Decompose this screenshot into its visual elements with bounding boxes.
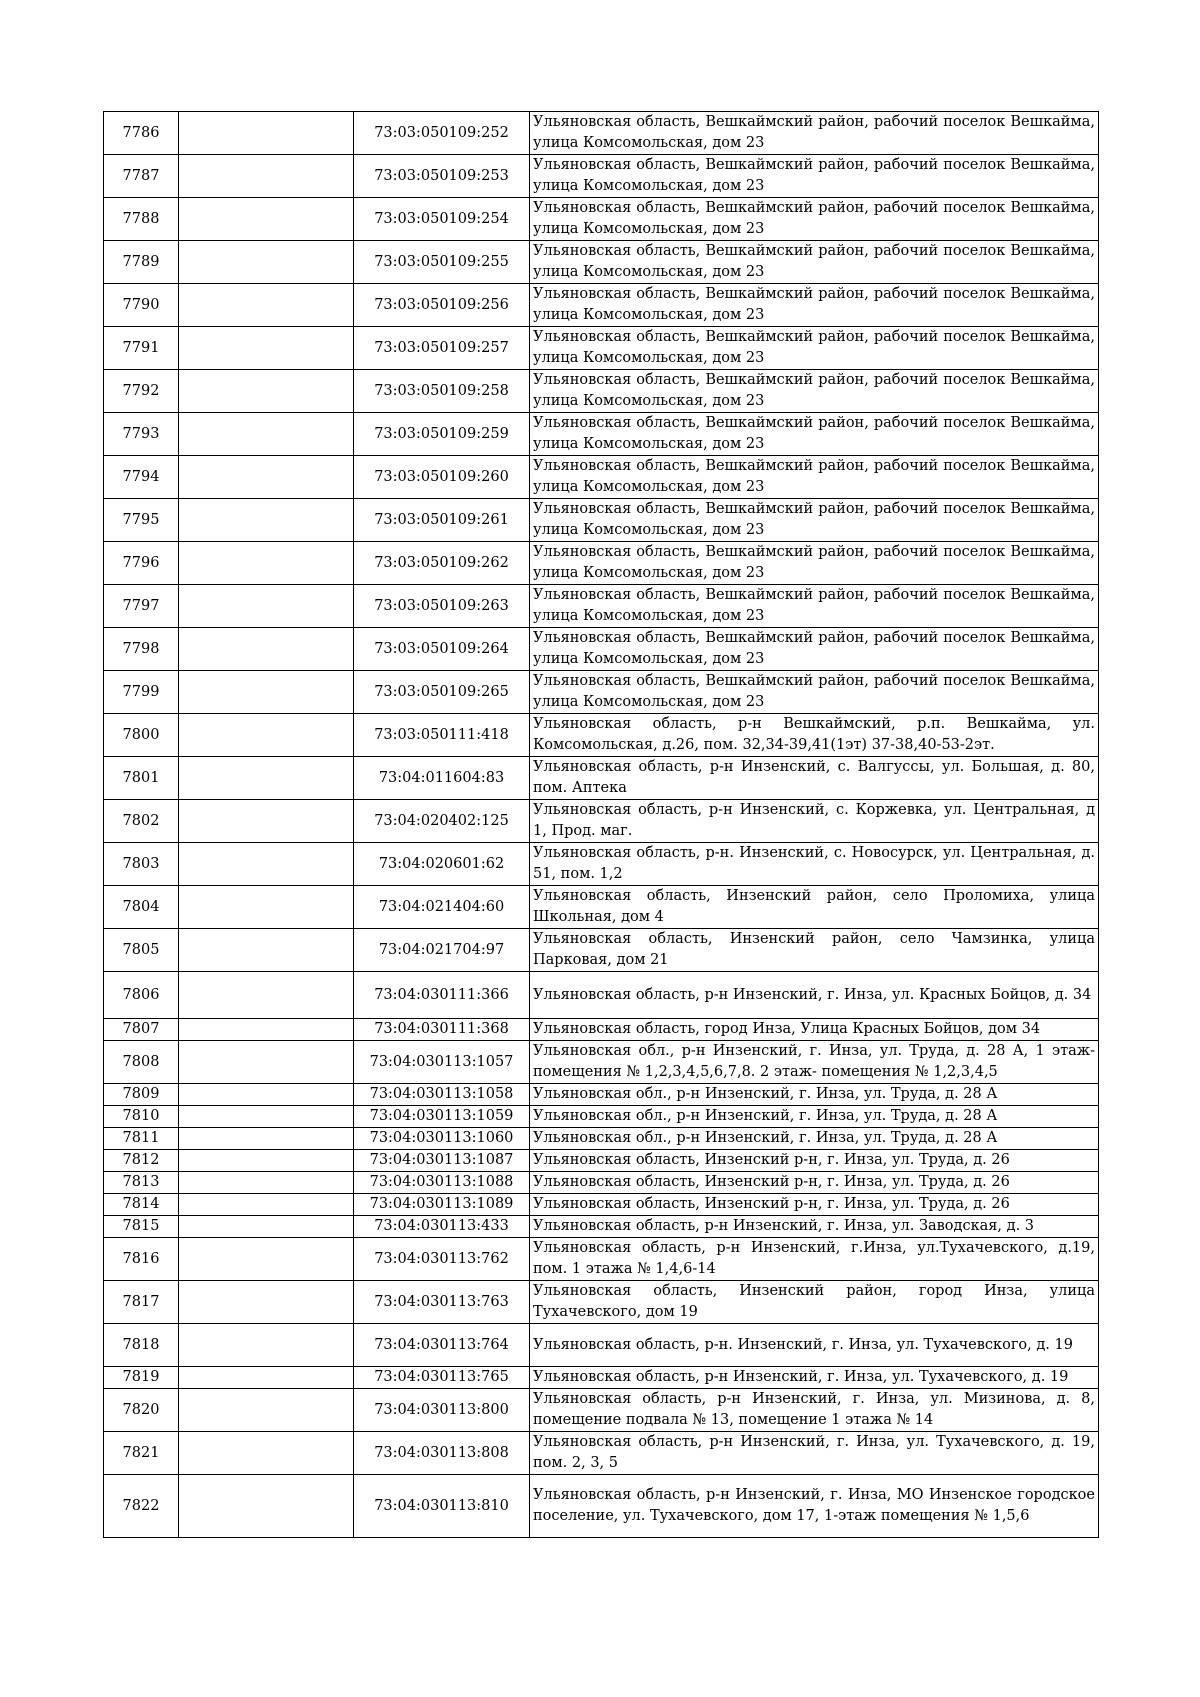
table-row [104, 1367, 1099, 1389]
row-number: 7799 [104, 671, 179, 714]
cadastral-number: 73:04:020402:125 [354, 800, 530, 843]
address: Ульяновская область, р-н. Инзенский, г. Инза, ул. Тухачевского, д. 19 [530, 1324, 1099, 1367]
table-row [104, 456, 1099, 499]
table-row [104, 1475, 1099, 1538]
cadastral-number: 73:04:020601:62 [354, 843, 530, 886]
row-number: 7802 [104, 800, 179, 843]
address: Ульяновская область, Вешкаймский район, рабочий поселок Вешкайма, улица Комсомольская, дом 23 [530, 112, 1099, 155]
cadastral-number: 73:04:011604:83 [354, 757, 530, 800]
table-row [104, 327, 1099, 370]
address: Ульяновская обл., р-н Инзенский, г. Инза, ул. Труда, д. 28 А [530, 1128, 1099, 1150]
address: Ульяновская область, Вешкаймский район, рабочий поселок Вешкайма, улица Комсомольская, дом 23 [530, 456, 1099, 499]
address: Ульяновская область, Вешкаймский район, рабочий поселок Вешкайма, улица Комсомольская, дом 23 [530, 370, 1099, 413]
empty-cell [179, 585, 354, 628]
row-number: 7815 [104, 1216, 179, 1238]
row-number: 7818 [104, 1324, 179, 1367]
table-row [104, 1106, 1099, 1128]
empty-cell [179, 1389, 354, 1432]
empty-cell [179, 413, 354, 456]
cadastral-number: 73:04:030111:368 [354, 1019, 530, 1041]
address: Ульяновская область, Вешкаймский район, рабочий поселок Вешкайма, улица Комсомольская, дом 23 [530, 628, 1099, 671]
cadastral-number: 73:03:050109:260 [354, 456, 530, 499]
row-number: 7807 [104, 1019, 179, 1041]
row-number: 7801 [104, 757, 179, 800]
empty-cell [179, 671, 354, 714]
table-row [104, 1324, 1099, 1367]
cadastral-number: 73:04:030113:1087 [354, 1150, 530, 1172]
empty-cell [179, 929, 354, 972]
cadastral-number: 73:03:050109:259 [354, 413, 530, 456]
empty-cell [179, 1172, 354, 1194]
empty-cell [179, 1106, 354, 1128]
property-register-table [103, 111, 1099, 1538]
table-row [104, 370, 1099, 413]
address: Ульяновская область, Инзенский р-н, г. Инза, ул. Труда, д. 26 [530, 1172, 1099, 1194]
table-row [104, 929, 1099, 972]
row-number: 7813 [104, 1172, 179, 1194]
table-row [104, 1128, 1099, 1150]
table-row [104, 1194, 1099, 1216]
cadastral-number: 73:03:050111:418 [354, 714, 530, 757]
cadastral-number: 73:04:030113:1059 [354, 1106, 530, 1128]
table-row [104, 585, 1099, 628]
table-body [104, 112, 1099, 1538]
cadastral-number: 73:03:050109:261 [354, 499, 530, 542]
table-row [104, 800, 1099, 843]
empty-cell [179, 1019, 354, 1041]
address: Ульяновская область, Вешкаймский район, рабочий поселок Вешкайма, улица Комсомольская, дом 23 [530, 327, 1099, 370]
address: Ульяновская область, Вешкаймский район, рабочий поселок Вешкайма, улица Комсомольская, дом 23 [530, 413, 1099, 456]
address: Ульяновская область, Инзенский район, город Инза, улица Тухачевского, дом 19 [530, 1281, 1099, 1324]
table-row [104, 499, 1099, 542]
address: Ульяновская область, р-н Инзенский, с. Валгуссы, ул. Большая, д. 80, пом. Аптека [530, 757, 1099, 800]
table-row [104, 284, 1099, 327]
empty-cell [179, 714, 354, 757]
empty-cell [179, 1150, 354, 1172]
empty-cell [179, 1367, 354, 1389]
empty-cell [179, 1216, 354, 1238]
cadastral-number: 73:04:030113:808 [354, 1432, 530, 1475]
address: Ульяновская область, р-н. Инзенский, с. Новосурск, ул. Центральная, д. 51, пом. 1,2 [530, 843, 1099, 886]
address: Ульяновская область, р-н Вешкаймский, р.п. Вешкайма, ул. Комсомольская, д.26, пом. 32,34-39,41(1эт) 37-38,40-53-2эт. [530, 714, 1099, 757]
empty-cell [179, 1194, 354, 1216]
table-row [104, 1432, 1099, 1475]
row-number: 7810 [104, 1106, 179, 1128]
row-number: 7803 [104, 843, 179, 886]
table-row [104, 972, 1099, 1019]
row-number: 7789 [104, 241, 179, 284]
table-row [104, 714, 1099, 757]
row-number: 7820 [104, 1389, 179, 1432]
empty-cell [179, 1128, 354, 1150]
cadastral-number: 73:04:030113:763 [354, 1281, 530, 1324]
row-number: 7787 [104, 155, 179, 198]
empty-cell [179, 1041, 354, 1084]
table-row [104, 1084, 1099, 1106]
cadastral-number: 73:04:021404:60 [354, 886, 530, 929]
cadastral-number: 73:04:030113:1057 [354, 1041, 530, 1084]
empty-cell [179, 1475, 354, 1538]
table-row [104, 628, 1099, 671]
address: Ульяновская область, р-н Инзенский, г. Инза, ул. Красных Бойцов, д. 34 [530, 972, 1099, 1019]
empty-cell [179, 1324, 354, 1367]
row-number: 7817 [104, 1281, 179, 1324]
empty-cell [179, 112, 354, 155]
row-number: 7797 [104, 585, 179, 628]
empty-cell [179, 1281, 354, 1324]
address: Ульяновская область, Инзенский район, село Проломиха, улица Школьная, дом 4 [530, 886, 1099, 929]
address: Ульяновская область, Вешкаймский район, рабочий поселок Вешкайма, улица Комсомольская, дом 23 [530, 585, 1099, 628]
empty-cell [179, 800, 354, 843]
address: Ульяновская область, р-н Инзенский, г.Инза, ул.Тухачевского, д.19, пом. 1 этажа № 1,4,6-14 [530, 1238, 1099, 1281]
row-number: 7819 [104, 1367, 179, 1389]
address: Ульяновская область, р-н Инзенский, г. Инза, МО Инзенское городское поселение, ул. Тухачевского, дом 17, 1-этаж помещения № 1,5,6 [530, 1475, 1099, 1538]
row-number: 7804 [104, 886, 179, 929]
address: Ульяновская область, Инзенский р-н, г. Инза, ул. Труда, д. 26 [530, 1194, 1099, 1216]
empty-cell [179, 370, 354, 413]
cadastral-number: 73:03:050109:263 [354, 585, 530, 628]
cadastral-number: 73:04:030111:366 [354, 972, 530, 1019]
address: Ульяновская область, Вешкаймский район, рабочий поселок Вешкайма, улица Комсомольская, дом 23 [530, 671, 1099, 714]
cadastral-number: 73:03:050109:254 [354, 198, 530, 241]
cadastral-number: 73:03:050109:265 [354, 671, 530, 714]
row-number: 7791 [104, 327, 179, 370]
table-row [104, 886, 1099, 929]
table-row [104, 1172, 1099, 1194]
cadastral-number: 73:03:050109:264 [354, 628, 530, 671]
address: Ульяновская область, р-н Инзенский, г. Инза, ул. Тухачевского, д. 19, пом. 2, 3, 5 [530, 1432, 1099, 1475]
address: Ульяновская область, Вешкаймский район, рабочий поселок Вешкайма, улица Комсомольская, дом 23 [530, 499, 1099, 542]
row-number: 7790 [104, 284, 179, 327]
cadastral-number: 73:03:050109:262 [354, 542, 530, 585]
row-number: 7808 [104, 1041, 179, 1084]
table-row [104, 1389, 1099, 1432]
cadastral-number: 73:03:050109:255 [354, 241, 530, 284]
address: Ульяновская область, Вешкаймский район, рабочий поселок Вешкайма, улица Комсомольская, дом 23 [530, 284, 1099, 327]
row-number: 7811 [104, 1128, 179, 1150]
table-row [104, 241, 1099, 284]
address: Ульяновская область, Вешкаймский район, рабочий поселок Вешкайма, улица Комсомольская, дом 23 [530, 198, 1099, 241]
empty-cell [179, 155, 354, 198]
address: Ульяновская обл., р-н Инзенский, г. Инза, ул. Труда, д. 28 А [530, 1106, 1099, 1128]
empty-cell [179, 327, 354, 370]
cadastral-number: 73:03:050109:252 [354, 112, 530, 155]
cadastral-number: 73:04:030113:1058 [354, 1084, 530, 1106]
address: Ульяновская обл., р-н Инзенский, г. Инза, ул. Труда, д. 28 А, 1 этаж- помещения № 1,2,3,4,5,6,7,8. 2 этаж- помещения № 1,2,3,4,5 [530, 1041, 1099, 1084]
row-number: 7809 [104, 1084, 179, 1106]
empty-cell [179, 1432, 354, 1475]
address: Ульяновская область, р-н Инзенский, с. Коржевка, ул. Центральная, д 1, Прод. маг. [530, 800, 1099, 843]
address: Ульяновская обл., р-н Инзенский, г. Инза, ул. Труда, д. 28 А [530, 1084, 1099, 1106]
row-number: 7796 [104, 542, 179, 585]
table-row [104, 413, 1099, 456]
row-number: 7793 [104, 413, 179, 456]
empty-cell [179, 198, 354, 241]
address: Ульяновская область, Инзенский район, село Чамзинка, улица Парковая, дом 21 [530, 929, 1099, 972]
cadastral-number: 73:04:030113:1089 [354, 1194, 530, 1216]
cadastral-number: 73:04:030113:810 [354, 1475, 530, 1538]
address: Ульяновская область, Вешкаймский район, рабочий поселок Вешкайма, улица Комсомольская, дом 23 [530, 241, 1099, 284]
cadastral-number: 73:04:021704:97 [354, 929, 530, 972]
cadastral-number: 73:04:030113:1088 [354, 1172, 530, 1194]
table-row [104, 542, 1099, 585]
empty-cell [179, 456, 354, 499]
cadastral-number: 73:03:050109:257 [354, 327, 530, 370]
cadastral-number: 73:03:050109:258 [354, 370, 530, 413]
empty-cell [179, 241, 354, 284]
cadastral-number: 73:04:030113:800 [354, 1389, 530, 1432]
empty-cell [179, 757, 354, 800]
row-number: 7798 [104, 628, 179, 671]
empty-cell [179, 499, 354, 542]
row-number: 7795 [104, 499, 179, 542]
empty-cell [179, 843, 354, 886]
cadastral-number: 73:04:030113:765 [354, 1367, 530, 1389]
row-number: 7794 [104, 456, 179, 499]
cadastral-number: 73:04:030113:764 [354, 1324, 530, 1367]
cadastral-number: 73:04:030113:762 [354, 1238, 530, 1281]
row-number: 7816 [104, 1238, 179, 1281]
table-row [104, 1216, 1099, 1238]
table-row [104, 843, 1099, 886]
table-row [104, 112, 1099, 155]
table-row [104, 198, 1099, 241]
table-row [104, 671, 1099, 714]
table-row [104, 1041, 1099, 1084]
table-row [104, 1150, 1099, 1172]
row-number: 7821 [104, 1432, 179, 1475]
empty-cell [179, 542, 354, 585]
row-number: 7812 [104, 1150, 179, 1172]
table-row [104, 155, 1099, 198]
row-number: 7805 [104, 929, 179, 972]
row-number: 7806 [104, 972, 179, 1019]
address: Ульяновская область, Инзенский р-н, г. Инза, ул. Труда, д. 26 [530, 1150, 1099, 1172]
table-row [104, 1019, 1099, 1041]
row-number: 7814 [104, 1194, 179, 1216]
address: Ульяновская область, р-н Инзенский, г. Инза, ул. Тухачевского, д. 19 [530, 1367, 1099, 1389]
address: Ульяновская область, Вешкаймский район, рабочий поселок Вешкайма, улица Комсомольская, дом 23 [530, 542, 1099, 585]
row-number: 7822 [104, 1475, 179, 1538]
cadastral-number: 73:04:030113:433 [354, 1216, 530, 1238]
empty-cell [179, 284, 354, 327]
cadastral-number: 73:03:050109:256 [354, 284, 530, 327]
table-row [104, 1281, 1099, 1324]
cadastral-number: 73:03:050109:253 [354, 155, 530, 198]
address: Ульяновская область, Вешкаймский район, рабочий поселок Вешкайма, улица Комсомольская, дом 23 [530, 155, 1099, 198]
row-number: 7788 [104, 198, 179, 241]
row-number: 7792 [104, 370, 179, 413]
empty-cell [179, 972, 354, 1019]
empty-cell [179, 1084, 354, 1106]
empty-cell [179, 886, 354, 929]
table-row [104, 757, 1099, 800]
empty-cell [179, 1238, 354, 1281]
address: Ульяновская область, р-н Инзенский, г. Инза, ул. Заводская, д. 3 [530, 1216, 1099, 1238]
table-row [104, 1238, 1099, 1281]
cadastral-number: 73:04:030113:1060 [354, 1128, 530, 1150]
address: Ульяновская область, р-н Инзенский, г. Инза, ул. Мизинова, д. 8, помещение подвала № 13, помещение 1 этажа № 14 [530, 1389, 1099, 1432]
empty-cell [179, 628, 354, 671]
row-number: 7800 [104, 714, 179, 757]
address: Ульяновская область, город Инза, Улица Красных Бойцов, дом 34 [530, 1019, 1099, 1041]
row-number: 7786 [104, 112, 179, 155]
